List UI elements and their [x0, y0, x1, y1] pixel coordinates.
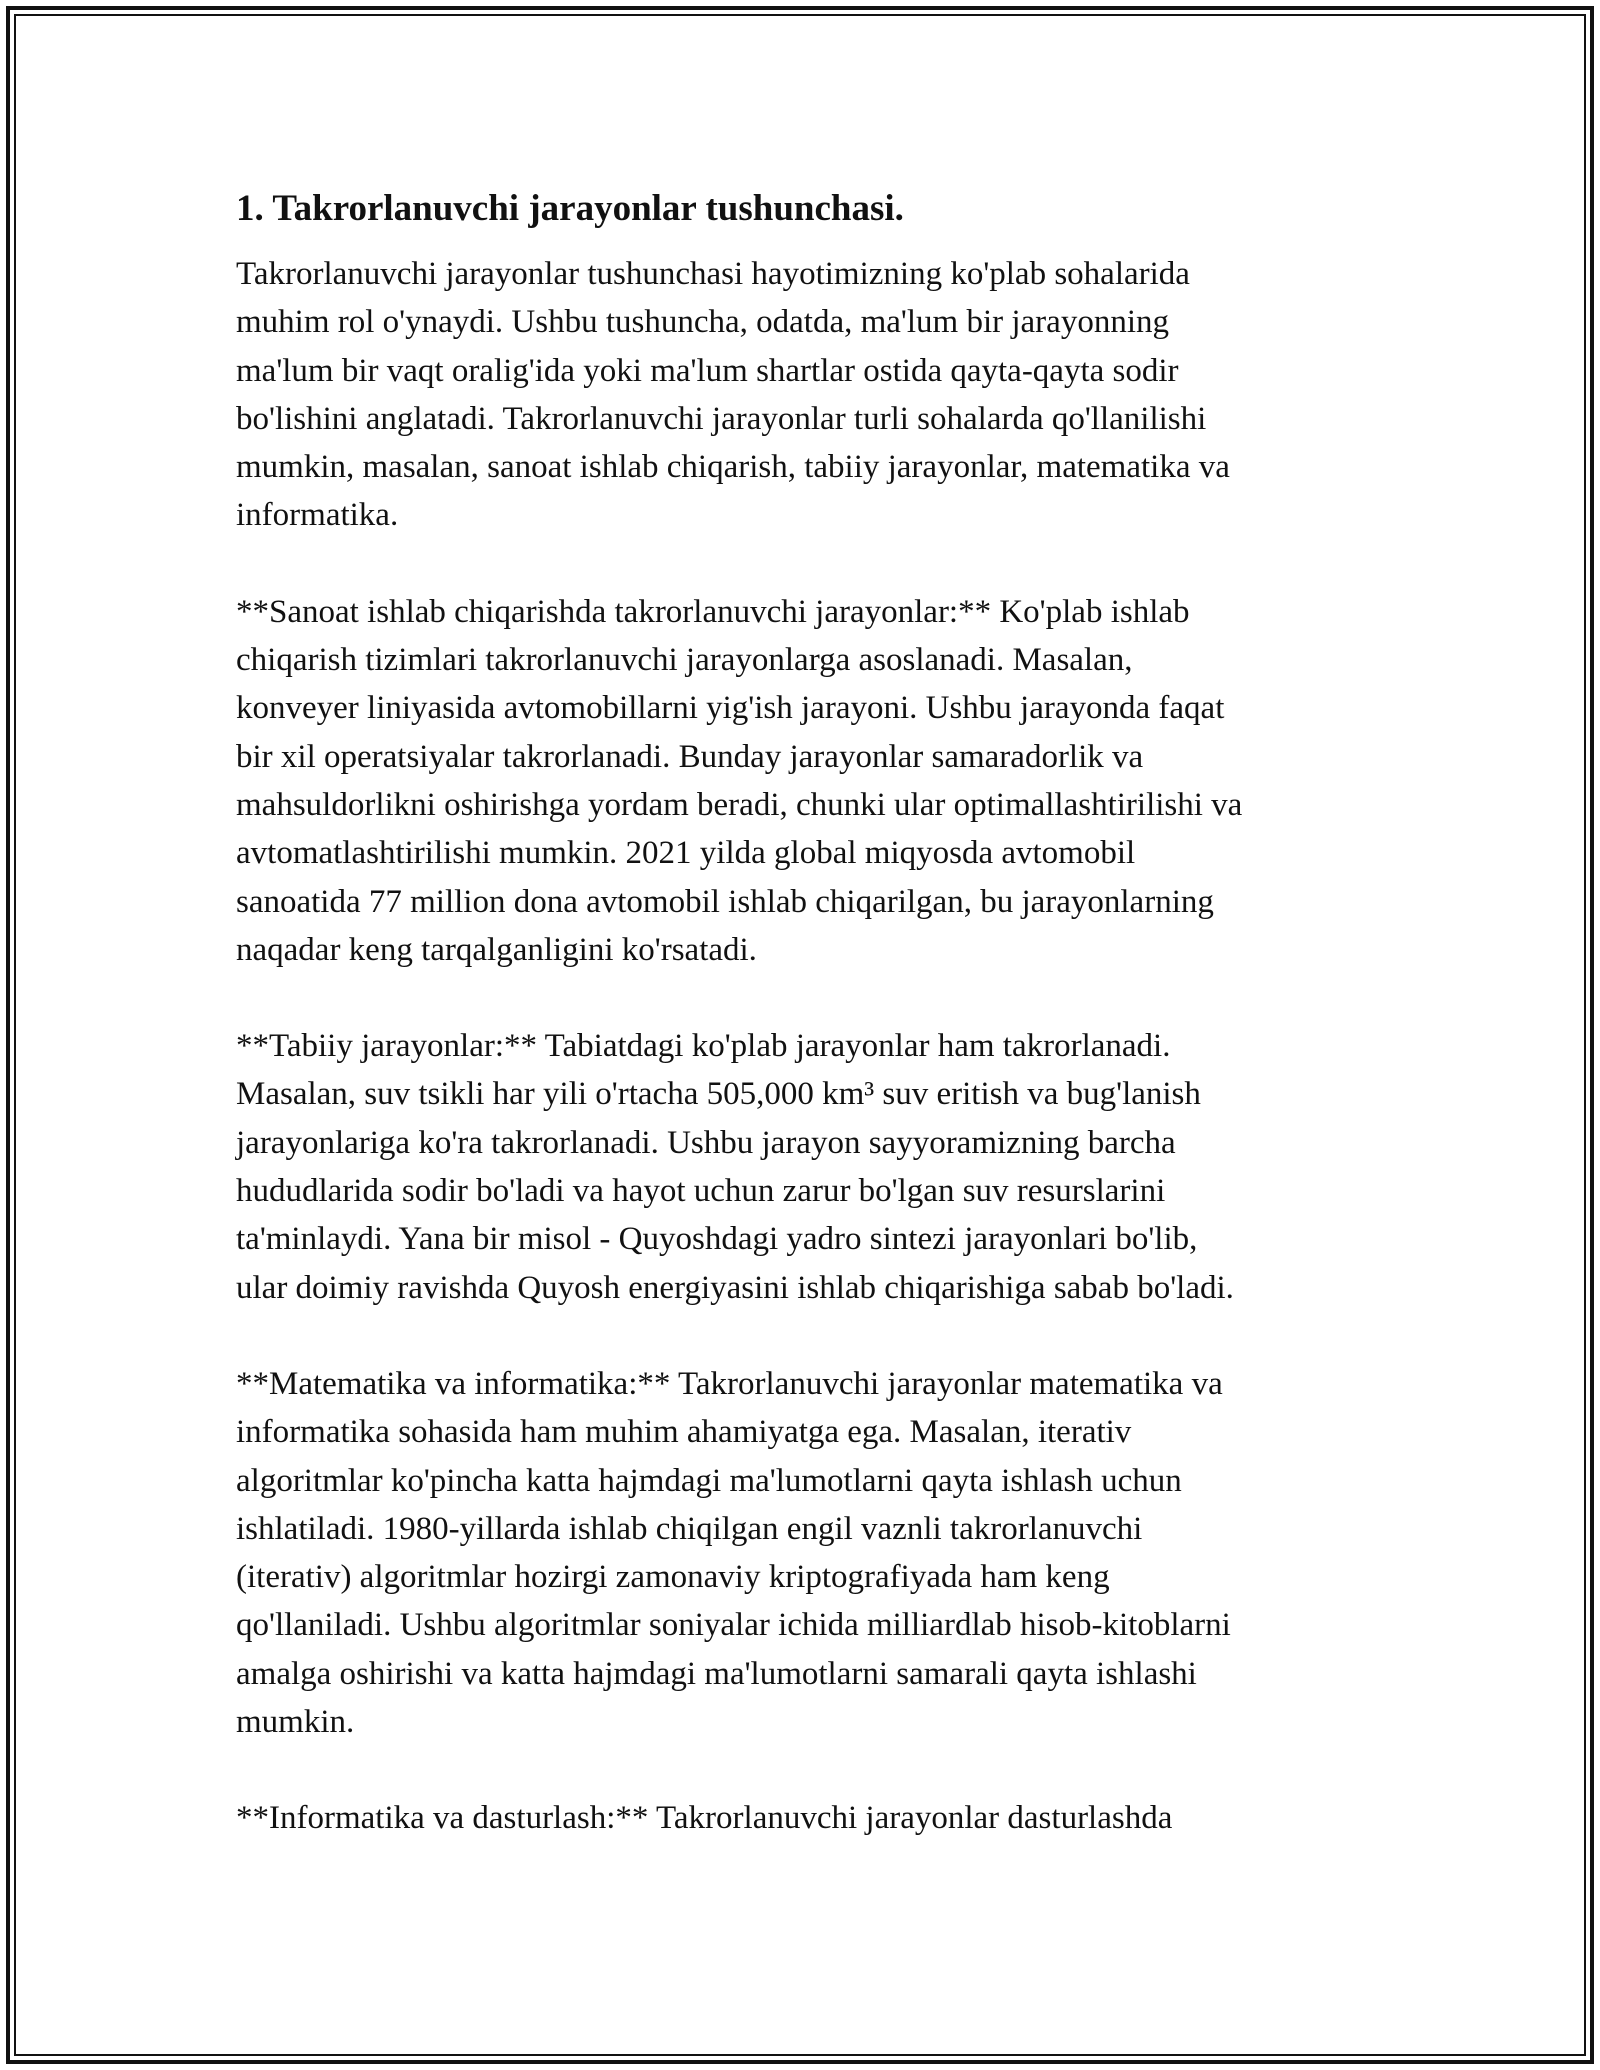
- paragraph-natural-processes: **Tabiiy jarayonlar:** Tabiatdagi ko'plab jarayonlar ham takrorlanadi. Masalan, suv tsikli har yili o'rtacha 505,000 km³ suv eritish va bug'lanish jarayonlariga ko'ra takrorlanadi. Ushbu jarayon sayyoramizning barcha hududlarida sodir bo'ladi va hayot uchun zarur bo'lgan suv resurslarini ta'minlaydi. Yana bir misol - Quyoshdagi yadro sintezi jarayonlari bo'lib, ular doimiy ravishda Quyosh energiyasini ishlab chiqarishiga sabab bo'ladi.: [236, 1028, 1234, 1306]
- document-body: [236, 186, 1376, 1891]
- paragraph-industrial-production: **Sanoat ishlab chiqarishda takrorlanuvchi jarayonlar:** Ko'plab ishlab chiqarish tizimlari takrorlanuvchi jarayonlarga asoslanadi. Masalan, konveyer liniyasida avtomobillarni yig'ish jarayoni. Ushbu jarayonda faqat bir xil operatsiyalar takrorlanadi. Bunday jarayonlar samaradorlik va mahsuldorlikni oshirishga yordam beradi, chunki ular optimallashtirilishi va avtomatlashtirilishi mumkin. 2021 yilda global miqyosda avtomobil sanoatida 77 million dona avtomobil ishlab chiqarilgan, bu jarayonlarning naqadar keng tarqalganligini ko'rsatadi.: [236, 593, 1243, 968]
- paragraph-informatics-programming: **Informatika va dasturlash:** Takrorlanuvchi jarayonlar dasturlashda: [236, 1800, 1173, 1837]
- paragraph-intro: Takrorlanuvchi jarayonlar tushunchasi hayotimizning ko'plab sohalarida muhim rol o'ynaydi. Ushbu tushuncha, odatda, ma'lum bir jarayonning ma'lum bir vaqt oralig'ida yoki ma'lum shartlar ostida qayta-qayta sodir bo'lishini anglatadi. Takrorlanuvchi jarayonlar turli sohalarda qo'llanilishi mumkin, masalan, sanoat ishlab chiqarish, tabiiy jarayonlar, matematika va informatika.: [236, 256, 1230, 534]
- section-heading: 1. Takrorlanuvchi jarayonlar tushunchasi.: [236, 188, 904, 229]
- paragraph-mathematics-informatics: **Matematika va informatika:** Takrorlanuvchi jarayonlar matematika va informatika sohasida ham muhim ahamiyatga ega. Masalan, iterativ algoritmlar ko'pincha katta hajmdagi ma'lumotlarni qayta ishlash uchun ishlatiladi. 1980-yillarda ishlab chiqilgan engil vaznli takrorlanuvchi (iterativ) algoritmlar hozirgi zamonaviy kriptografiyada ham keng qo'llaniladi. Ushbu algoritmlar soniyalar ichida milliardlab hisob-kitoblarni amalga oshirishi va katta hajmdagi ma'lumotlarni samarali qayta ishlashi mumkin.: [236, 1365, 1231, 1741]
